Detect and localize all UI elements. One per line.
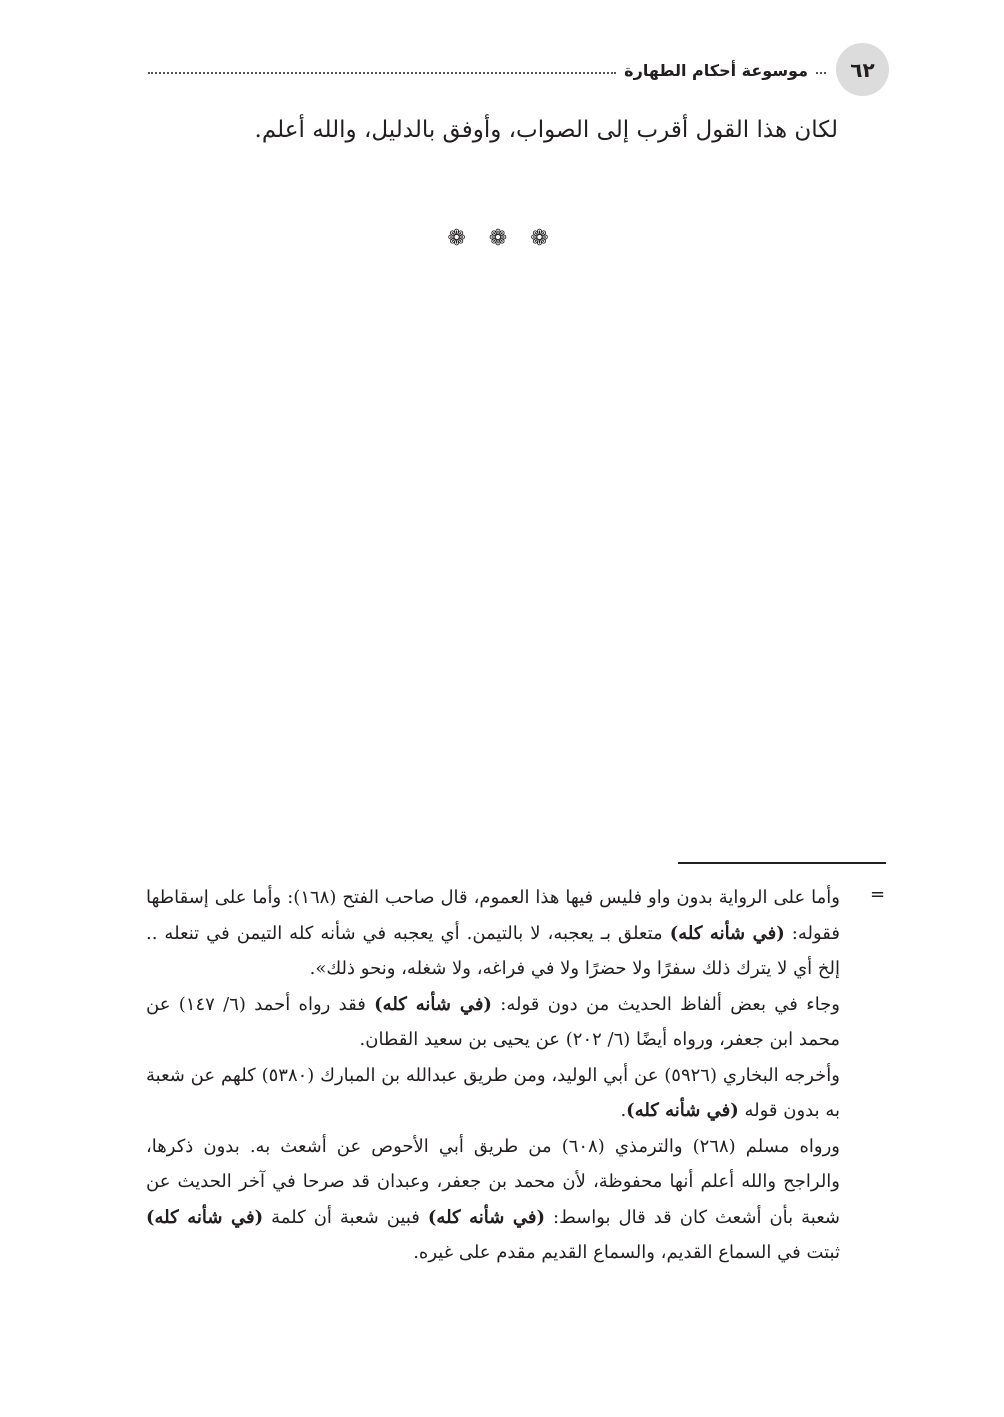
footnote-paragraph-3 [146, 1058, 840, 1129]
footnote-continuation-mark: = [870, 884, 886, 905]
footnote-text: متعلق بـ يعجبه، لا بالتيمن. أي يعجبه في شأنه كله التيمن في تنعله .. إلخ أي لا يترك ذلك سفرًا ولا حضرًا ولا في فراغه، ولا شغله، ونحو ذلك». [146, 922, 840, 979]
footnote-paragraph-1 [146, 880, 840, 987]
footnote-text: فقد رواه أحمد (٦/ ١٤٧) عن محمد ابن جعفر، ورواه أيضًا (٦/ ٢٠٢) عن يحيى بن سعيد القطان. [146, 993, 840, 1050]
running-header-title: موسوعة أحكام الطهارة [624, 60, 808, 80]
footnote-text: وأخرجه البخاري (٥٩٢٦) عن أبي الوليد، ومن طريق عبدالله بن المبارك (٥٣٨٠) كلهم عن شعبة به بدون قوله [146, 1064, 840, 1121]
footnote-separator [678, 862, 886, 864]
footnote-bold-phrase: (في شأنه كله) [374, 993, 492, 1015]
header-dots-right [816, 72, 826, 74]
footnote-text: وجاء في بعض ألفاظ الحديث من دون قوله: [491, 993, 840, 1015]
page-number-badge [836, 43, 889, 96]
footnotes [146, 880, 840, 1271]
footnote-text: فبين شعبة أن كلمة [263, 1206, 428, 1228]
footnote-paragraph-4 [146, 1129, 840, 1271]
footnote-bold-phrase: (في شأنه كله) [626, 1100, 739, 1121]
footnote-bold-phrase: (في شأنه كله) [669, 922, 785, 944]
header-dots-left [148, 72, 616, 74]
footnote-bold-phrase: (في شأنه كله) [146, 1206, 264, 1228]
body-text: لكان هذا القول أقرب إلى الصواب، وأوفق بالدليل، والله أعلم. [254, 117, 838, 143]
section-ornament: ❁ ❁ ❁ [447, 226, 557, 251]
footnote-text: . [620, 1100, 627, 1121]
running-header [148, 56, 826, 84]
footnote-bold-phrase: (في شأنه كله) [427, 1206, 546, 1228]
footnote-text: ورواه مسلم (٢٦٨) والترمذي (٦٠٨) من طريق أبي الأحوص عن أشعث به. بدون ذكرها، والراجح والله أعلم أنها محفوظة، لأن محمد بن جعفر، وعبدان قد صرحا في آخر الحديث عن شعبة بأن أشعث كان قد قال بواسط: [146, 1135, 840, 1228]
page-number: ٦٢ [850, 57, 875, 82]
footnote-text: ثبتت في السماع القديم، والسماع القديم مقدم على غيره. [413, 1242, 840, 1263]
footnote-text: وأما على الرواية بدون واو فليس فيها هذا العموم، قال صاحب الفتح (١٦٨): وأما على إسقاطها فقوله: [146, 887, 840, 944]
footnote-paragraph-2 [146, 987, 840, 1058]
